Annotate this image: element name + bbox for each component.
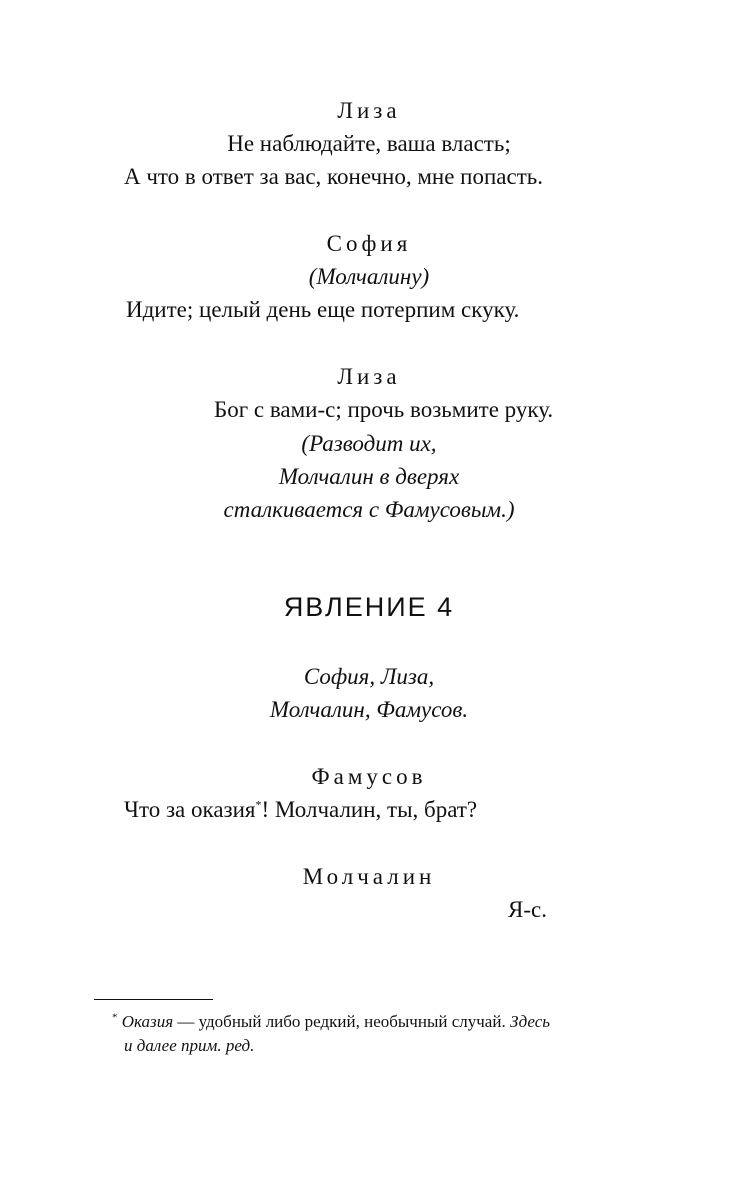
verse-text: Что за оказия (124, 797, 256, 822)
footnote-term: Оказия (121, 1012, 174, 1031)
speaker-famusov: Фамусов (311, 764, 427, 789)
stage-direction: сталкивается с Фамусовым.) (223, 497, 515, 522)
scene-heading: ЯВЛЕНИЕ 4 (283, 592, 455, 622)
verse-text: ! Молчалин, ты, брат? (261, 797, 478, 822)
stage-direction: (Разводит их, (301, 431, 437, 456)
speaker-molchalin: Молчалин (302, 864, 436, 889)
footnote-reference: * (255, 797, 262, 812)
footnote-note: Здесь (509, 1012, 551, 1031)
speaker-liza: Лиза (337, 98, 401, 123)
footnote-note: и далее прим. ред. (124, 1036, 255, 1055)
stage-direction: Молчалин в дверях (278, 464, 460, 489)
verse-line (124, 795, 477, 825)
speaker-liza: Лиза (337, 364, 401, 389)
footnote-divider (94, 999, 213, 1000)
cast-list: София, Лиза, (303, 664, 435, 689)
footnote-mark: * (112, 1011, 118, 1024)
footnote (112, 1010, 672, 1058)
footnote-definition: — удобный либо редкий, необычный случай. (173, 1012, 510, 1031)
verse-line: Бог с вами-с; прочь возьмите руку. (214, 397, 554, 422)
verse-line: Не наблюдайте, ваша власть; (227, 131, 511, 156)
verse-line: А что в ответ за вас, конечно, мне попасть. (124, 164, 544, 189)
stage-direction: (Молчалину) (308, 264, 430, 289)
verse-line: Идите; целый день еще потерпим скуку. (126, 297, 520, 322)
cast-list: Молчалин, Фамусов. (269, 697, 469, 722)
footnote-line (112, 1010, 672, 1034)
verse-line: Я-с. (508, 897, 547, 922)
speaker-sofia: София (326, 231, 412, 256)
